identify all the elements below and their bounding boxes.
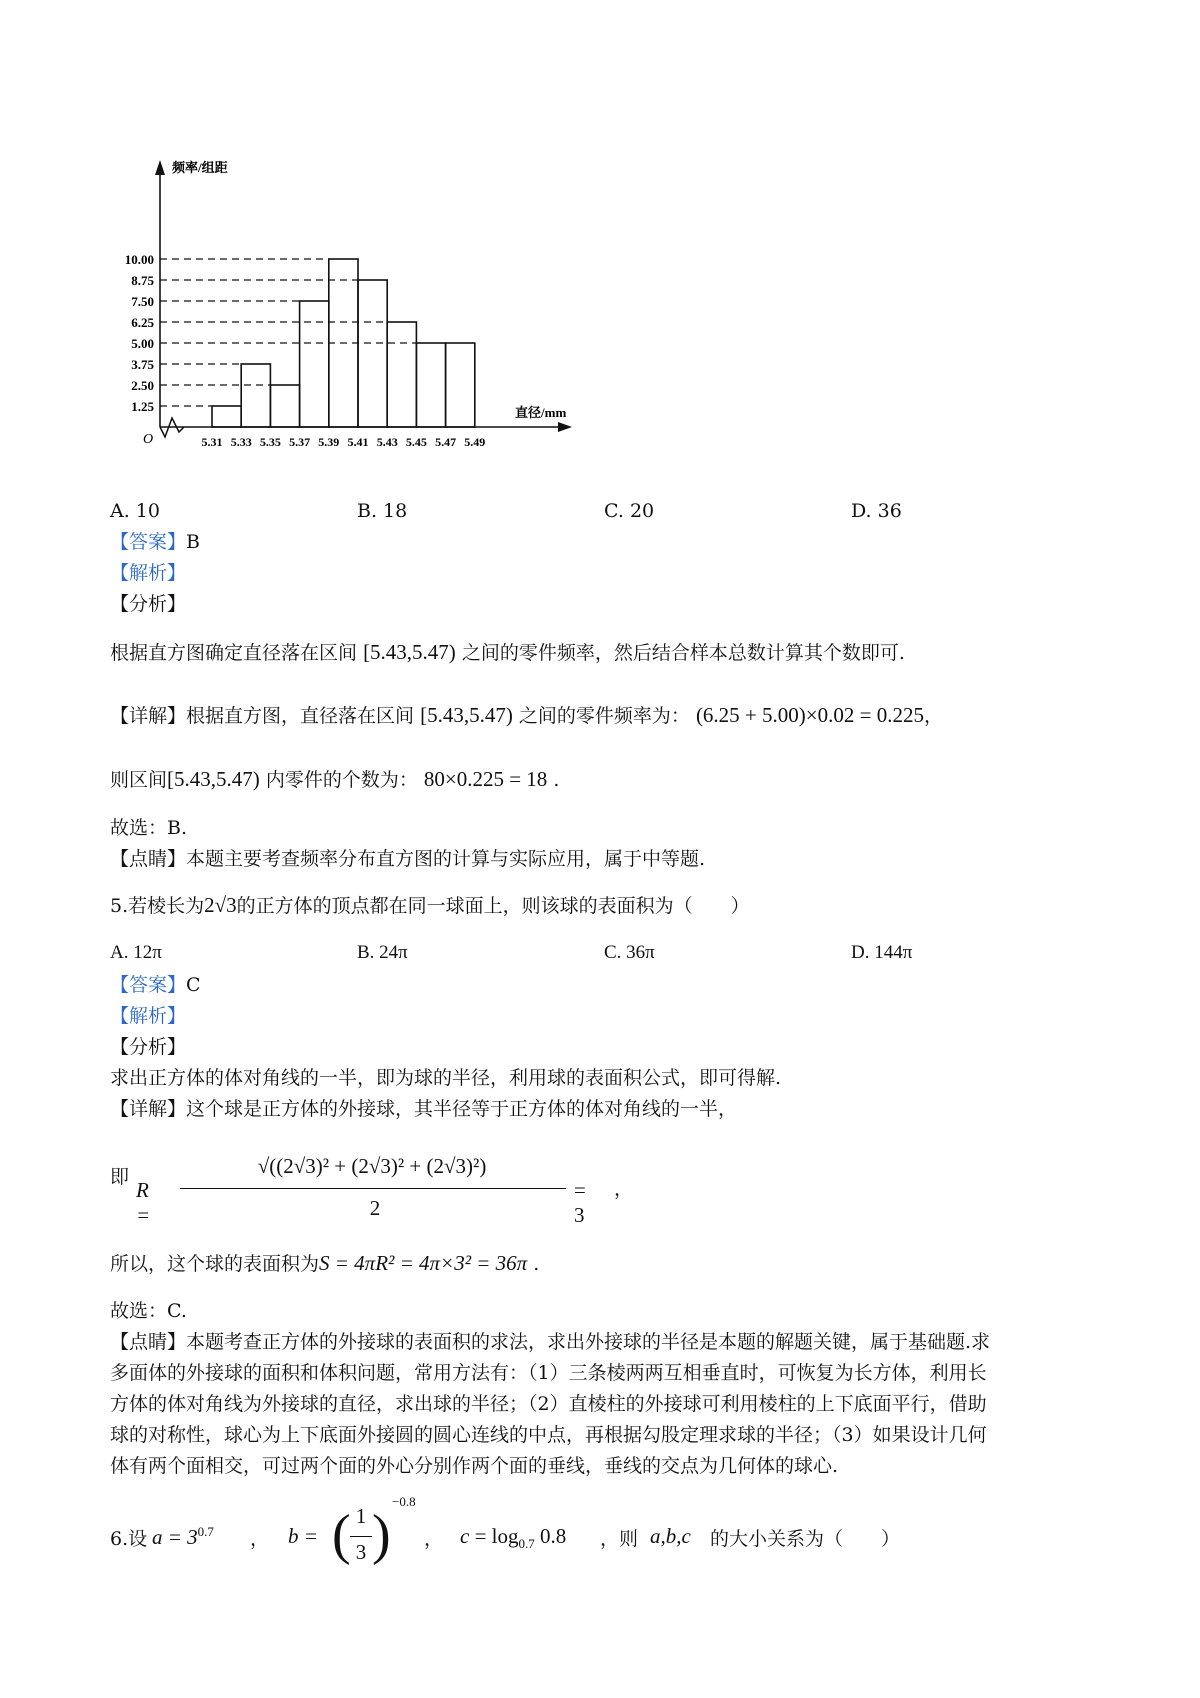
q4-fenxi-tag: 【分析】 (110, 593, 187, 615)
x-axis-label: 直径/mm (515, 405, 567, 420)
paren-left: ( (332, 1504, 351, 1566)
y-tick-label: 8.75 (131, 273, 154, 288)
q4-dianjing (110, 846, 705, 872)
b-exponent: −0.8 (392, 1494, 416, 1509)
y-tick-label: 10.00 (124, 252, 154, 267)
y-tick-label: 3.75 (131, 357, 154, 372)
answer-value: C (186, 974, 201, 996)
q5-answer-line (110, 972, 201, 998)
text-segment: ， (424, 1528, 444, 1550)
q5-stem (110, 892, 750, 919)
q5-fenxi-tag: 【分析】 (110, 1036, 187, 1058)
formula-math: 80×0.225 = 18 (423, 767, 548, 791)
q6-stem (110, 1494, 1110, 1580)
b-numerator: 1 (355, 1504, 367, 1528)
q4-count-line (110, 766, 559, 793)
q4-detail-line (110, 702, 943, 729)
answer-value: B (186, 531, 200, 553)
dianjing-tag: 【点睛】 (110, 1331, 187, 1353)
q5-dianjing-1 (110, 1329, 990, 1355)
x-tick-label: 5.31 (201, 435, 223, 449)
text-segment: 则区间 (110, 769, 168, 791)
text-segment: . (553, 769, 560, 791)
interval-math: [5.43,5.47) (167, 767, 260, 791)
text-segment: ， (614, 1178, 634, 1200)
text-segment: 本题主要考查频率分布直方图的计算与实际应用，属于中等题. (186, 848, 706, 870)
paren-right: ) (372, 1504, 391, 1566)
detail-tag: 【详解】 (110, 1098, 187, 1120)
interval-math: [5.43,5.47) (363, 640, 456, 664)
text-segment: 6.设 (110, 1528, 148, 1550)
q4-answer-line (110, 529, 200, 555)
q4-jiexi-tag: 【解析】 (110, 562, 187, 584)
q5-option-a: A. 12π (110, 942, 162, 963)
text-segment: . (533, 1253, 540, 1275)
q5-option-b: B. 24π (357, 942, 408, 963)
x-tick-label: 5.35 (259, 435, 281, 449)
fraction-bar (350, 1536, 372, 1537)
y-tick-label: 7.50 (131, 294, 154, 309)
b-lhs: b = (288, 1524, 318, 1548)
histogram-bar (270, 385, 299, 427)
q4-option-b: B. 18 (357, 500, 408, 522)
text-segment: 这个球是正方体的外接球，其半径等于正方体的体对角线的一半， (186, 1098, 738, 1120)
origin-label: O (143, 432, 154, 447)
q4-option-c: C. 20 (604, 500, 655, 522)
text-segment: ，则 (600, 1528, 639, 1550)
text-segment: 的大小关系为（ ） (710, 1528, 901, 1550)
text-segment: 之间的零件频率为： (518, 705, 690, 727)
q5-dianjing-3: 方体的体对角线为外接球的直径，求出球的半径；（2）直棱柱的外接球可利用棱柱的上下底面平行，借助 (110, 1393, 987, 1415)
text-segment: 根据直方图，直径落在区间 (186, 705, 415, 727)
text-segment: 本题考查正方体的外接球的表面积的求法，求出外接球的半径是本题的解题关键，属于基础题.求 (186, 1331, 991, 1353)
q5-surface-line (110, 1250, 539, 1277)
c-expr: $c = \log_{0.7} 0.8$ (460, 1524, 567, 1552)
q4-fenxi-text (110, 639, 905, 666)
y-axis-label: 频率/组距 (172, 160, 228, 175)
r-rhs-math: = 3 (574, 1178, 586, 1227)
text-segment: ， (923, 705, 943, 727)
text-segment: 之间的零件频率，然后结合样本总数计算其个数即可. (461, 642, 905, 664)
text-segment: 所以，这个球的表面积为 (110, 1253, 320, 1275)
answer-tag: 【答案】 (110, 974, 187, 996)
histogram-bar (241, 364, 270, 427)
text-segment: 5.若棱长为 (110, 895, 205, 917)
histogram-bar (358, 280, 387, 427)
q5-dianjing-2: 多面体的外接球的面积和体积问题，常用方法有：（1）三条棱两两互相垂直时，可恢复为长方体，利用长 (110, 1362, 987, 1384)
text-segment: 根据直方图确定直径落在区间 (110, 642, 358, 664)
surface-formula: S = 4πR² = 4π×3² = 36π (319, 1251, 528, 1275)
formula-math: (6.25 + 5.00)×0.02 = 0.225 (695, 703, 924, 727)
y-tick-label: 2.50 (131, 378, 154, 393)
x-axis-arrow (558, 422, 572, 432)
q5-dianjing-5: 体有两个面相交，可过两个面的外心分别作两个面的垂线，垂线的交点为几何体的球心. (110, 1455, 839, 1477)
q5-option-d: D. 144π (851, 942, 913, 963)
text-segment: ， (250, 1528, 270, 1550)
y-axis-arrow (155, 160, 165, 175)
y-tick-label: 5.00 (131, 336, 154, 351)
q5-detail-line (110, 1096, 737, 1122)
histogram-bar (387, 322, 416, 427)
x-tick-label: 5.33 (230, 435, 252, 449)
x-tick-label: 5.49 (464, 435, 486, 449)
q5-choose: 故选：C. (110, 1300, 187, 1322)
text-segment: 内零件的个数为： (265, 769, 418, 791)
detail-tag: 【详解】 (110, 705, 187, 727)
frequency-histogram (0, 0, 1200, 460)
histogram-bar (300, 301, 329, 427)
fraction-bar (180, 1188, 566, 1189)
text-segment: 的正方体的顶点都在同一球面上，则该球的表面积为（ ） (236, 895, 750, 917)
stem-math: 2√3 (204, 893, 237, 917)
r-numerator: √((2√3)² + (2√3)² + (2√3)²) (257, 1154, 487, 1178)
dianjing-tag: 【点睛】 (110, 848, 187, 870)
vars-math: a,b,c (650, 1524, 691, 1548)
q4-option-d: D. 36 (851, 500, 902, 522)
y-tick-label: 1.25 (131, 399, 154, 414)
x-tick-label: 5.39 (318, 435, 340, 449)
x-tick-label: 5.37 (289, 435, 311, 449)
x-tick-label: 5.41 (347, 435, 369, 449)
r-denominator: 2 (369, 1196, 381, 1220)
histogram-bar (446, 343, 475, 427)
histogram-bar (212, 406, 241, 427)
x-tick-label: 5.47 (435, 435, 457, 449)
x-tick-label: 5.43 (376, 435, 398, 449)
q4-option-a: A. 10 (110, 500, 160, 522)
a-expr: $a = 3^{0.7}$ (152, 1524, 214, 1549)
y-tick-label: 6.25 (131, 315, 154, 330)
histogram-bar (416, 343, 445, 427)
q4-choose: 故选：B. (110, 817, 188, 839)
q5-jiexi-tag: 【解析】 (110, 1005, 187, 1027)
q5-fenxi-text: 求出正方体的体对角线的一半，即为球的半径，利用球的表面积公式，即可得解. (110, 1067, 782, 1089)
interval-math: [5.43,5.47) (420, 703, 513, 727)
x-tick-label: 5.45 (405, 435, 427, 449)
q5-dianjing-4: 球的对称性，球心为上下底面外接圆的圆心连线的中点，再根据勾股定理求球的半径；（3）如果设计几何 (110, 1424, 987, 1446)
r-lhs-math: R = (136, 1178, 151, 1227)
b-denominator: 3 (355, 1540, 367, 1564)
text-segment: 即 (110, 1166, 130, 1188)
q5-option-c: C. 36π (604, 942, 655, 963)
answer-tag: 【答案】 (110, 531, 187, 553)
